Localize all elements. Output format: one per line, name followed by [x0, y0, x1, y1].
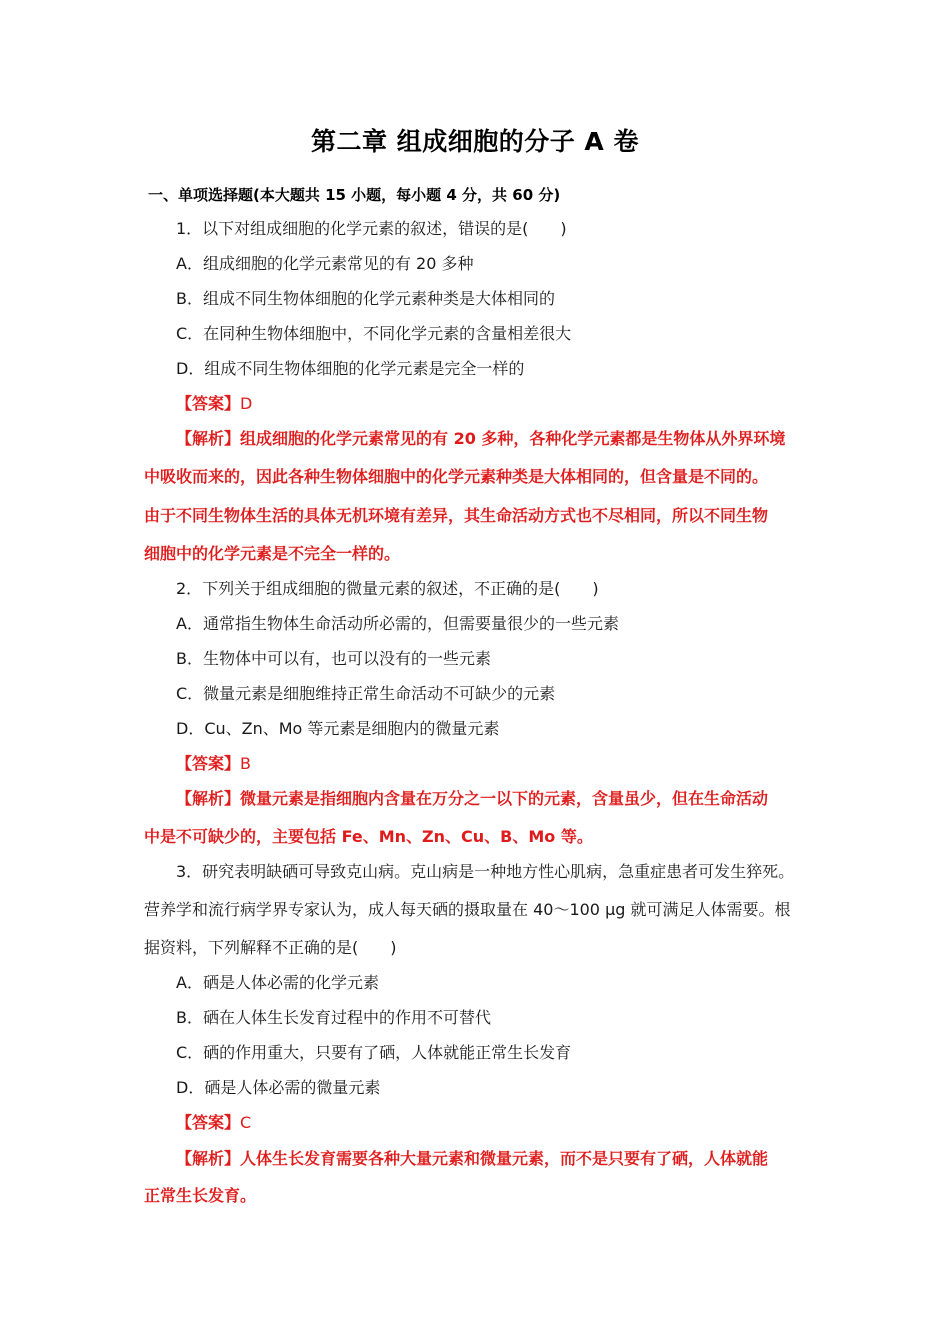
question-1-option-d: D．组成不同生物体细胞的化学元素是完全一样的 — [176, 359, 525, 378]
question-3-option-b: B．硒在人体生长发育过程中的作用不可替代 — [176, 1008, 491, 1027]
answer-value: D — [240, 394, 253, 413]
question-1-analysis-line: 【解析】组成细胞的化学元素常见的有 20 多种，各种化学元素都是生物体从外界环境 — [176, 429, 786, 448]
question-3-analysis-line: 【解析】人体生长发育需要各种大量元素和微量元素，而不是只要有了硒，人体就能 — [176, 1149, 769, 1168]
answer-label: 【答案】 — [176, 394, 241, 413]
question-1-option-b: B．组成不同生物体细胞的化学元素种类是大体相同的 — [176, 289, 555, 308]
question-2-answer — [176, 753, 251, 775]
page-title: 第二章 组成细胞的分子 A 卷 — [311, 127, 639, 156]
question-2-option-d: D．Cu、Zn、Mo 等元素是细胞内的微量元素 — [176, 719, 500, 738]
answer-value: B — [240, 754, 251, 773]
question-2-option-a: A．通常指生物体生命活动所必需的，但需要量很少的一些元素 — [176, 614, 619, 633]
question-3-answer — [176, 1112, 251, 1134]
question-3-stem: 营养学和流行病学界专家认为，成人每天硒的摄取量在 40～100 μg 就可满足人体需要。根 — [144, 900, 791, 919]
question-2-analysis-line: 【解析】微量元素是指细胞内含量在万分之一以下的元素，含量虽少，但在生命活动 — [176, 789, 769, 808]
question-2-option-c: C．微量元素是细胞维持正常生命活动不可缺少的元素 — [176, 684, 556, 703]
question-1-analysis-line: 由于不同生物体生活的具体无机环境有差异，其生命活动方式也不尽相同，所以不同生物 — [144, 506, 769, 525]
question-3-option-c: C．硒的作用重大，只要有了硒，人体就能正常生长发育 — [176, 1043, 572, 1062]
question-1-analysis-line: 细胞中的化学元素是不完全一样的。 — [144, 544, 401, 563]
question-3-option-a: A．硒是人体必需的化学元素 — [176, 973, 379, 992]
question-1-analysis-line: 中吸收而来的，因此各种生物体细胞中的化学元素种类是大体相同的，但含量是不同的。 — [144, 467, 769, 486]
question-1-stem: 1．以下对组成细胞的化学元素的叙述，错误的是( ) — [176, 219, 567, 238]
question-3-stem: 据资料，下列解释不正确的是( ) — [144, 938, 397, 957]
answer-value: C — [240, 1113, 252, 1132]
question-1-answer — [176, 393, 252, 415]
section-heading: 一、单项选择题(本大题共 15 小题，每小题 4 分，共 60 分) — [148, 186, 561, 204]
question-1-option-c: C．在同种生物体细胞中，不同化学元素的含量相差很大 — [176, 324, 572, 343]
question-2-option-b: B．生物体中可以有，也可以没有的一些元素 — [176, 649, 491, 668]
question-2-stem: 2．下列关于组成细胞的微量元素的叙述，不正确的是( ) — [176, 579, 599, 598]
question-3-analysis-line: 正常生长发育。 — [144, 1186, 257, 1205]
question-3-option-d: D．硒是人体必需的微量元素 — [176, 1078, 381, 1097]
question-2-analysis-line: 中是不可缺少的，主要包括 Fe、Mn、Zn、Cu、B、Mo 等。 — [144, 827, 593, 846]
answer-label: 【答案】 — [176, 754, 241, 773]
question-3-stem: 3．研究表明缺硒可导致克山病。克山病是一种地方性心肌病，急重症患者可发生猝死。 — [176, 862, 795, 881]
question-1-option-a: A．组成细胞的化学元素常见的有 20 多种 — [176, 254, 474, 273]
answer-label: 【答案】 — [176, 1113, 241, 1132]
